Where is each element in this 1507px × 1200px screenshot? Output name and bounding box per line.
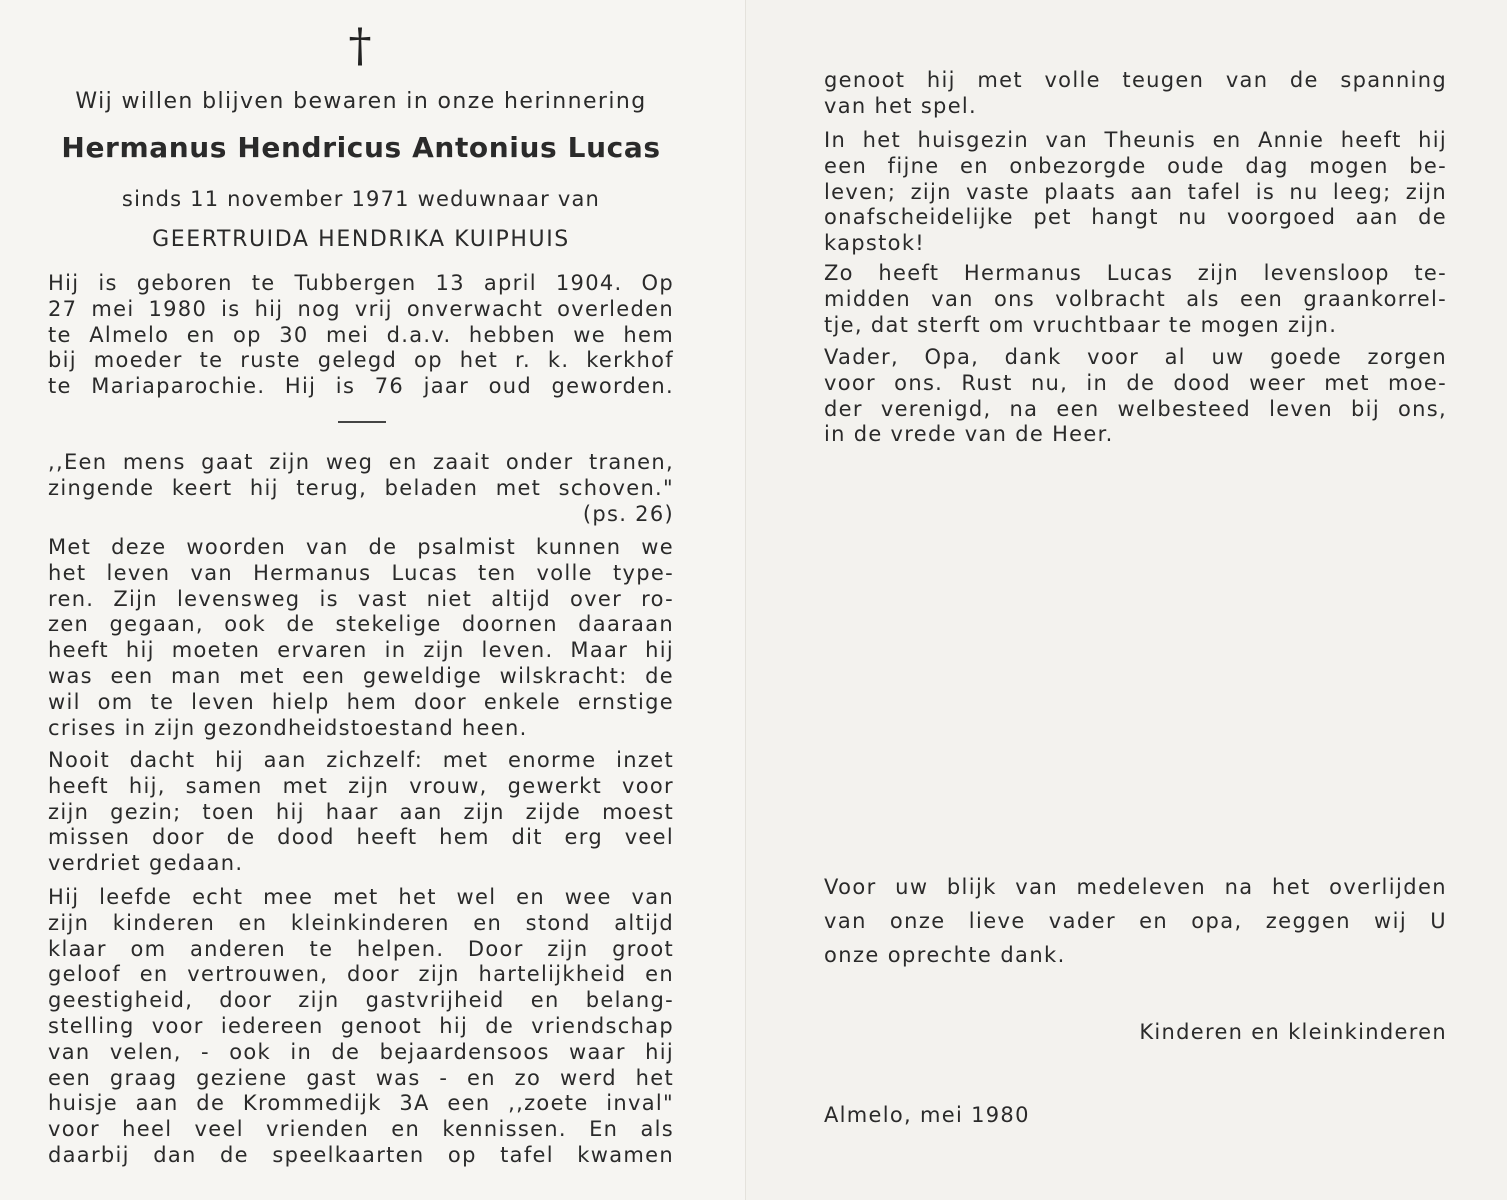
text-line: 27 mei 1980 is hij nog vrij onverwacht overleden bbox=[48, 296, 674, 321]
text-line: was een man met een geweldige wilskracht: de bbox=[48, 663, 674, 688]
spouse-name: GEERTRUIDA HENDRIKA KUIPHUIS bbox=[152, 227, 570, 252]
text-line: ,,Een mens gaat zijn weg en zaait onder tranen, bbox=[48, 450, 674, 474]
text-line: te Mariaparochie. Hij is 76 jaar oud geworden. bbox=[48, 374, 674, 399]
text-line: het leven van Hermanus Lucas ten volle type- bbox=[48, 560, 674, 585]
intro-line: Wij willen blijven bewaren in onze herinnering bbox=[75, 89, 647, 114]
life-paragraph-3 bbox=[48, 885, 674, 1169]
text-line: verdriet gedaan. bbox=[48, 851, 244, 876]
text-line: ren. Zijn levensweg is vast niet altijd over ro- bbox=[48, 586, 674, 611]
text-line: van onze lieve vader en opa, zeggen wij U bbox=[824, 909, 1447, 933]
cross-icon: † bbox=[348, 18, 372, 72]
place-date: Almelo, mei 1980 bbox=[824, 1103, 1030, 1127]
text-line: een graag geziene gast was - en zo werd het bbox=[48, 1065, 674, 1090]
text-line: van het spel. bbox=[824, 93, 978, 118]
life-paragraph-1 bbox=[48, 535, 674, 741]
text-line: bij moeder te ruste gelegd op het r. k. kerkhof bbox=[48, 348, 674, 373]
text-line: der verenigd, na een welbesteed leven bij ons, bbox=[824, 396, 1447, 421]
text-line: van velen, - ook in de bejaardensoos waar hij bbox=[48, 1039, 674, 1064]
text-line: midden van ons volbracht als een graankorrel- bbox=[824, 286, 1447, 311]
text-line: crises in zijn gezondheidstoestand heen. bbox=[48, 715, 528, 740]
text-line: Met deze woorden van de psalmist kunnen we bbox=[48, 535, 674, 559]
text-line: zijn kinderen en kleinkinderen en stond altijd bbox=[48, 910, 674, 935]
text-line: Hij is geboren te Tubbergen 13 april 1904. Op bbox=[48, 271, 674, 295]
text-line: zijn gezin; toen hij haar aan zijn zijde moest bbox=[48, 799, 674, 824]
text-line: kapstok! bbox=[824, 231, 925, 256]
text-line: voor ons. Rust nu, in de dood weer met moe- bbox=[824, 370, 1447, 395]
deceased-name: Hermanus Hendricus Antonius Lucas bbox=[61, 131, 661, 164]
signature: Kinderen en kleinkinderen bbox=[1139, 1020, 1447, 1044]
text-line: klaar om anderen te helpen. Door zijn groot bbox=[48, 936, 674, 961]
text-line: stelling voor iedereen genoot hij de vriendschap bbox=[48, 1013, 674, 1038]
text-line: zingende keert hij terug, beladen met schoven." bbox=[48, 475, 674, 500]
text-line: Voor uw blijk van medeleven na het overlijden bbox=[824, 875, 1447, 899]
text-line: in de vrede van de Heer. bbox=[824, 422, 1114, 447]
family-paragraph bbox=[824, 128, 1447, 257]
section-divider bbox=[338, 421, 386, 423]
text-line: heeft hij moeten ervaren in zijn leven. Maar hij bbox=[48, 638, 674, 663]
text-line: missen door de dood heeft hem dit erg veel bbox=[48, 825, 674, 850]
text-line: genoot hij met volle teugen van de spanning bbox=[824, 68, 1447, 92]
text-line: Zo heeft Hermanus Lucas zijn levensloop te- bbox=[824, 261, 1447, 285]
text-line: Hij leefde echt mee met het wel en wee van bbox=[48, 885, 674, 909]
text-line: te Almelo en op 30 mei d.a.v. hebben we hem bbox=[48, 322, 674, 347]
text-line: geloof en vertrouwen, door zijn hartelijkheid en bbox=[48, 962, 674, 987]
text-line: zen gegaan, ook de stekelige doornen daaraan bbox=[48, 612, 674, 637]
text-line: heeft hij, samen met zijn vrouw, gewerkt voor bbox=[48, 773, 674, 798]
text-line: daarbij dan de speelkaarten op tafel kwamen bbox=[48, 1142, 674, 1167]
text-line: leven; zijn vaste plaats aan tafel is nu leeg; zijn bbox=[824, 179, 1447, 204]
text-line: onze oprechte dank. bbox=[824, 943, 1066, 967]
text-line: huisje aan de Krommedijk 3A een ,,zoete inval" bbox=[48, 1091, 674, 1116]
farewell-paragraph bbox=[824, 345, 1447, 448]
text-line: geestigheid, door zijn gastvrijheid en belang- bbox=[48, 988, 674, 1013]
text-line: In het huisgezin van Theunis en Annie heeft hij bbox=[824, 128, 1447, 152]
birth-paragraph bbox=[48, 271, 674, 400]
continued-paragraph bbox=[824, 68, 1447, 120]
life-course-paragraph bbox=[824, 261, 1447, 338]
quote-source: (ps. 26) bbox=[582, 501, 674, 526]
text-line: onafscheidelijke pet hangt nu voorgoed aan de bbox=[824, 205, 1447, 230]
text-line: wil om te leven hielp hem door enkele ernstige bbox=[48, 689, 674, 714]
widower-since-line: sinds 11 november 1971 weduwnaar van bbox=[121, 187, 601, 211]
text-line: Nooit dacht hij aan zichzelf: met enorme inzet bbox=[48, 748, 674, 772]
thanks-message bbox=[824, 870, 1447, 972]
psalm-quote bbox=[48, 450, 674, 527]
text-line: voor heel veel vrienden en kennissen. En als bbox=[48, 1117, 674, 1142]
text-line: een fijne en onbezorgde oude dag mogen be- bbox=[824, 153, 1447, 178]
text-line: Vader, Opa, dank voor al uw goede zorgen bbox=[824, 345, 1447, 369]
text-line: tje, dat sterft om vruchtbaar te mogen zijn. bbox=[824, 312, 1338, 337]
life-paragraph-2 bbox=[48, 748, 674, 877]
